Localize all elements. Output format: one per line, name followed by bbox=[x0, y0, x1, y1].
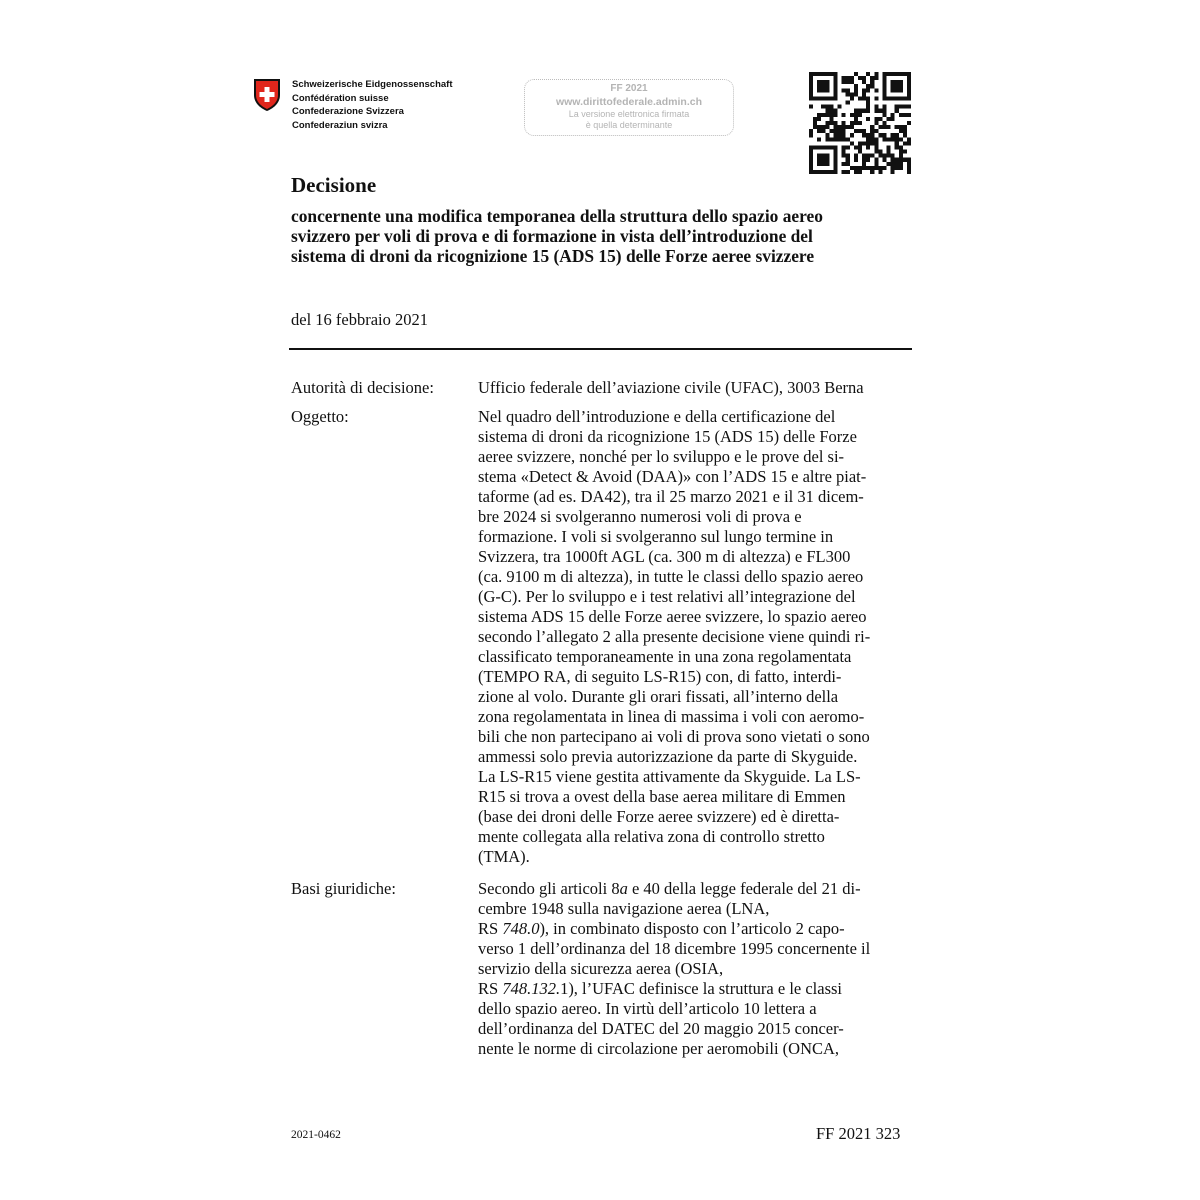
text-line: Svizzera, tra 1000ft AGL (ca. 300 m di altezza) e FL300 bbox=[478, 547, 851, 566]
text-line: (TMA). bbox=[478, 847, 530, 866]
document-subtitle bbox=[291, 206, 921, 266]
page-title: Decisione bbox=[291, 173, 377, 197]
swiss-cross-icon bbox=[252, 78, 282, 112]
authority-name-it: Confederazione Svizzera bbox=[292, 106, 404, 117]
italic-run: a bbox=[619, 879, 628, 898]
italic-run: 748.0 bbox=[502, 919, 540, 938]
text-line: dell’ordinanza del DATEC del 20 maggio 2015 concer- bbox=[478, 1019, 844, 1038]
text-line: La LS-R15 viene gestita attivamente da Skyguide. La LS- bbox=[478, 767, 861, 786]
text-line: zione al volo. Durante gli orari fissati, all’interno della bbox=[478, 687, 839, 706]
text-line: Ufficio federale dell’aviazione civile (UFAC), 3003 Berna bbox=[478, 378, 864, 397]
qr-code-icon bbox=[809, 72, 911, 174]
text-line: mente collegata alla relativa zona di controllo stretto bbox=[478, 827, 825, 846]
text-line: formazione. I voli si svolgeranno sul lungo termine in bbox=[478, 527, 834, 546]
text-run: ), in combinato disposto con l’articolo 2 capo- bbox=[539, 919, 845, 938]
text-line: secondo l’allegato 2 alla presente decisione viene quindi ri- bbox=[478, 627, 871, 646]
text-line: stema «Detect & Avoid (DAA)» con l’ADS 15 e altre piat- bbox=[478, 467, 867, 486]
text-line: cembre 1948 sulla navigazione aerea (LNA, bbox=[478, 899, 770, 918]
text-line: dello spazio aereo. In virtù dell’articolo 10 lettera a bbox=[478, 999, 817, 1018]
stamp-note-1: La versione elettronica firmata bbox=[568, 109, 690, 119]
document-date: del 16 febbraio 2021 bbox=[291, 310, 429, 329]
text-run: 1), l’UFAC definisce la struttura e le classi bbox=[560, 979, 843, 998]
electronic-version-stamp bbox=[524, 79, 734, 136]
text-line: servizio della sicurezza aerea (OSIA, bbox=[478, 959, 724, 978]
authority-value bbox=[478, 378, 918, 398]
text-line: (G-C). Per lo sviluppo e i test relativi all’integrazione del bbox=[478, 587, 856, 606]
stamp-url[interactable]: www.dirittofederale.admin.ch bbox=[555, 96, 703, 108]
italic-run: 748.132. bbox=[502, 979, 561, 998]
text-line: Nel quadro dell’introduzione e della certificazione del bbox=[478, 407, 836, 426]
federal-logo bbox=[252, 78, 453, 132]
legal-basis-label: Basi giuridiche: bbox=[291, 879, 396, 898]
stamp-note-2: è quella determinante bbox=[585, 120, 673, 130]
authority-name-rm: Confederaziun svizra bbox=[292, 119, 388, 131]
page-reference: FF 2021 323 bbox=[816, 1124, 901, 1143]
text-line: aeree svizzere, nonché per lo sviluppo e le prove del si- bbox=[478, 447, 845, 466]
divider bbox=[289, 348, 912, 350]
subject-value bbox=[478, 407, 918, 867]
legal-basis-value bbox=[478, 879, 918, 1059]
text-run: e 40 della legge federale del 21 di- bbox=[627, 879, 861, 898]
text-line: taforme (ad es. DA42), tra il 25 marzo 2021 e il 31 dicem- bbox=[478, 487, 864, 506]
text-line bbox=[478, 919, 918, 939]
text-run: Secondo gli articoli 8 bbox=[478, 879, 620, 898]
text-line: sistema di droni da ricognizione 15 (ADS 15) delle Forze bbox=[478, 427, 857, 446]
text-run: RS bbox=[478, 919, 503, 938]
text-line: bre 2024 si svolgeranno numerosi voli di prova e bbox=[478, 507, 802, 526]
text-line: bili che non partecipano ai voli di prova sono vietati o sono bbox=[478, 727, 870, 746]
text-line: R15 si trova a ovest della base aerea militare di Emmen bbox=[478, 787, 846, 806]
authority-name-fr: Confédération suisse bbox=[292, 92, 389, 104]
text-line bbox=[478, 979, 918, 999]
subtitle-line: concernente una modifica temporanea della struttura dello spazio aereo bbox=[291, 206, 823, 226]
subtitle-line: svizzero per voli di prova e di formazione in vista dell’introduzione del bbox=[291, 226, 813, 246]
text-line: (base dei droni delle Forze aeree svizzere) ed è diretta- bbox=[478, 807, 840, 826]
text-line: classificato temporaneamente in una zona regolamentata bbox=[478, 647, 852, 666]
document-reference: 2021-0462 bbox=[291, 1129, 341, 1141]
authority-names bbox=[292, 78, 453, 132]
text-line: sistema ADS 15 delle Forze aeree svizzere, lo spazio aereo bbox=[478, 607, 867, 626]
text-line: ammessi solo previa autorizzazione da parte di Skyguide. bbox=[478, 747, 858, 766]
subject-label: Oggetto: bbox=[291, 407, 349, 426]
subtitle-line: sistema di droni da ricognizione 15 (ADS 15) delle Forze aeree svizzere bbox=[291, 246, 815, 266]
text-line: nente le norme di circolazione per aeromobili (ONCA, bbox=[478, 1039, 840, 1058]
text-line: zona regolamentata in linea di massima i voli con aeromo- bbox=[478, 707, 865, 726]
authority-name-de: Schweizerische Eidgenossenschaft bbox=[292, 79, 453, 90]
stamp-edition: FF 2021 bbox=[610, 83, 648, 94]
text-line: (TEMPO RA, di seguito LS-R15) con, di fatto, interdi- bbox=[478, 667, 842, 686]
text-line: verso 1 dell’ordinanza del 18 dicembre 1995 concernente il bbox=[478, 939, 871, 958]
text-line: (ca. 9100 m di altezza), in tutte le classi dello spazio aereo bbox=[478, 567, 864, 586]
text-line bbox=[478, 879, 918, 899]
text-run: RS bbox=[478, 979, 503, 998]
authority-label: Autorità di decisione: bbox=[291, 378, 434, 397]
